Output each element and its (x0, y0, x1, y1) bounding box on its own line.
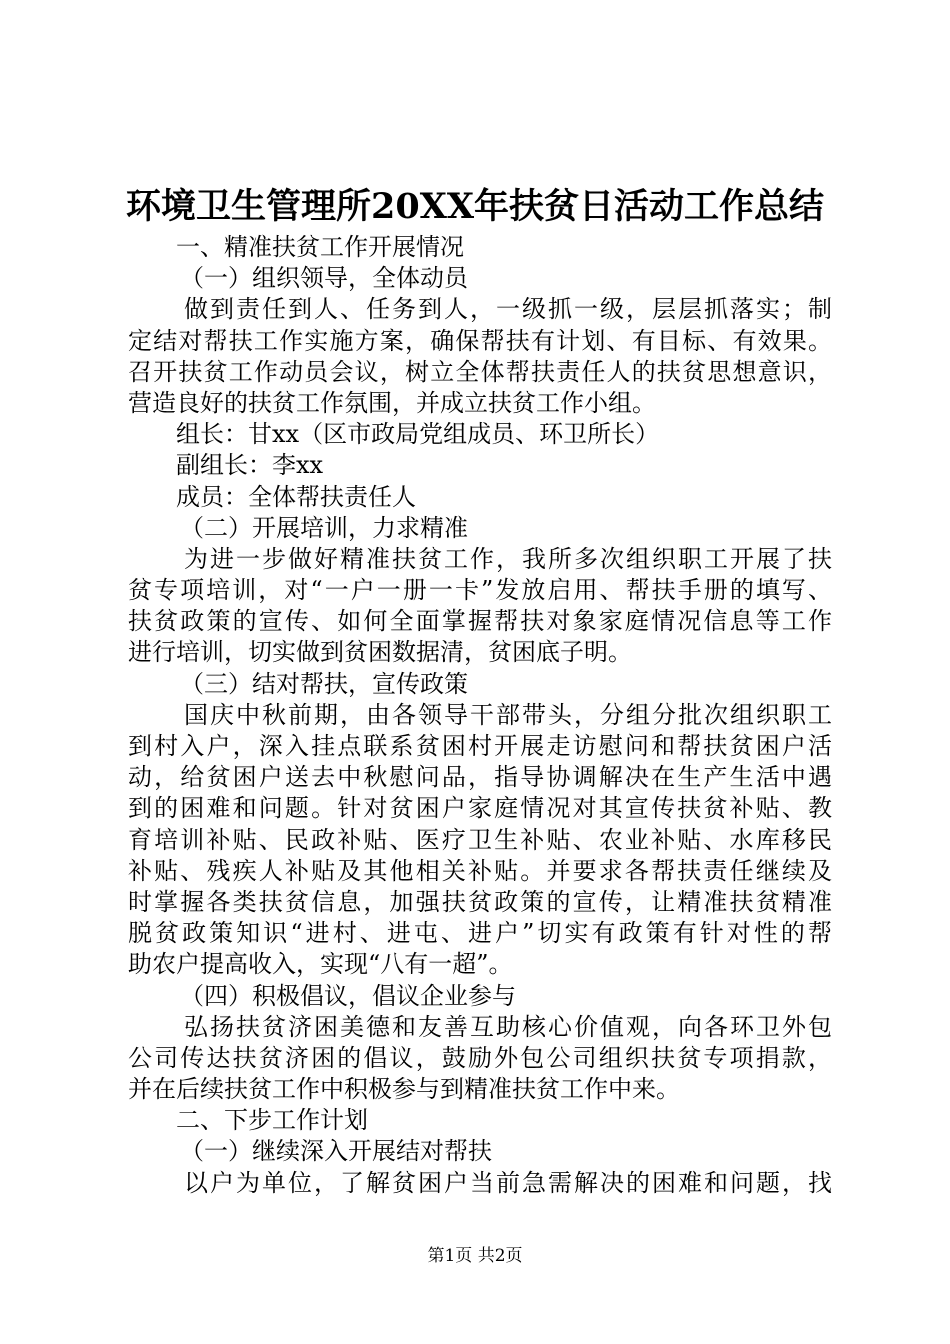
paragraph-line: 公司传达扶贫济困的倡议，鼓励外包公司组织扶贫专项捐款， (128, 1043, 832, 1072)
paragraph-line: 并在后续扶贫工作中积极参与到精准扶贫工作中来。 (128, 1075, 680, 1104)
section-heading: 二、下步工作计划 (176, 1106, 368, 1135)
paragraph-line: 国庆中秋前期，由各领导干部带头，分组分批次组织职工 (184, 700, 832, 729)
subsection-heading: （四）积极倡议，倡议企业参与 (180, 981, 516, 1010)
paragraph-line: 为进一步做好精准扶贫工作，我所多次组织职工开展了扶 (184, 544, 832, 573)
paragraph-line: 定结对帮扶工作实施方案，确保帮扶有计划、有目标、有效果。 (128, 326, 832, 355)
subsection-heading: （三）结对帮扶，宣传政策 (180, 669, 468, 698)
paragraph-line: 动，给贫困户送去中秋慰问品，指导协调解决在生产生活中遇 (128, 763, 832, 792)
paragraph-line: 进行培训，切实做到贫困数据清，贫困底子明。 (128, 638, 632, 667)
section-heading: 一、精准扶贫工作开展情况 (176, 233, 464, 261)
page-footer: 第1页 共2页 (427, 1246, 523, 1266)
paragraph-line: 助农户提高收入，实现“八有一超”。 (128, 950, 513, 979)
paragraph-line: 成员：全体帮扶责任人 (176, 482, 416, 511)
subsection-heading: （一）继续深入开展结对帮扶 (180, 1137, 492, 1166)
paragraph-line: 做到责任到人、任务到人，一级抓一级，层层抓落实；制 (184, 295, 832, 324)
paragraph-line: 补贴、残疾人补贴及其他相关补贴。并要求各帮扶责任继续及 (128, 856, 832, 885)
subsection-heading: （一）组织领导，全体动员 (180, 264, 468, 293)
paragraph-line: 贫专项培训，对“一户一册一卡”发放启用、帮扶手册的填写、 (128, 576, 832, 605)
subsection-heading: （二）开展培训，力求精准 (180, 513, 468, 542)
paragraph-line: 育培训补贴、民政补贴、医疗卫生补贴、农业补贴、水库移民 (128, 825, 832, 854)
paragraph-line: 营造良好的扶贫工作氛围，并成立扶贫工作小组。 (128, 388, 656, 417)
paragraph-line: 以户为单位，了解贫困户当前急需解决的困难和问题，找 (184, 1168, 832, 1197)
paragraph-line: 时掌握各类扶贫信息，加强扶贫政策的宣传，让精准扶贫精准 (128, 887, 832, 916)
paragraph-line: 到村入户，深入挂点联系贫困村开展走访慰问和帮扶贫困户活 (128, 732, 832, 760)
paragraph-line: 副组长：李xx (176, 451, 324, 480)
paragraph-line: 弘扬扶贫济困美德和友善互助核心价值观，向各环卫外包 (184, 1012, 832, 1041)
document-body (128, 232, 832, 1199)
paragraph-line: 到的困难和问题。针对贫困户家庭情况对其宣传扶贫补贴、教 (128, 794, 832, 823)
document-title: 环境卫生管理所20XX年扶贫日活动工作总结 (125, 186, 825, 227)
paragraph-line: 召开扶贫工作动员会议，树立全体帮扶责任人的扶贫思想意识， (128, 357, 832, 386)
paragraph-line: 组长：甘xx（区市政局党组成员、环卫所长） (176, 420, 660, 449)
paragraph-line: 扶贫政策的宣传、如何全面掌握帮扶对象家庭情况信息等工作 (128, 607, 832, 636)
paragraph-line: 脱贫政策知识“进村、进屯、进户”切实有政策有针对性的帮 (128, 919, 832, 948)
